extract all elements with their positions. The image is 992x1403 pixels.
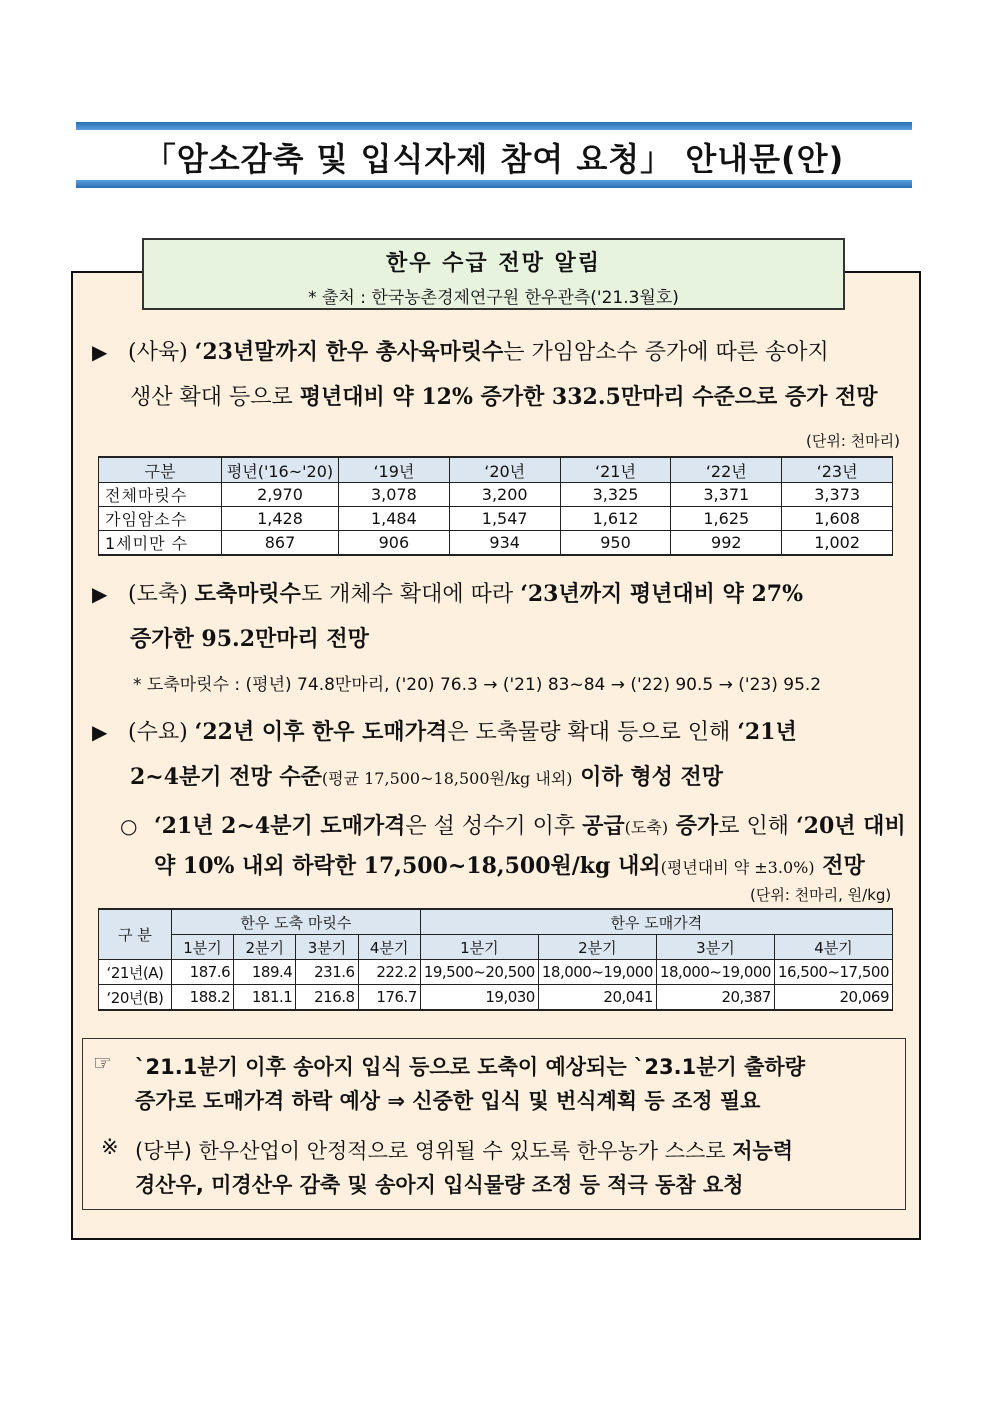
table-cell: 1,002 [782, 531, 893, 556]
paragraph-demand [92, 710, 917, 801]
price-table [98, 908, 893, 1011]
table-header: 2분기 [234, 935, 296, 960]
page-title: 「암소감축 및 입식자제 참여 요청」 안내문(안) [143, 140, 845, 178]
table-cell: 20,041 [538, 985, 656, 1011]
para-text: (평년대비 약 ±3.0%) [660, 858, 815, 877]
table-row [99, 531, 893, 556]
table-cell: 934 [449, 531, 560, 556]
para-emph: ‘20년 대비 [796, 813, 906, 839]
title-top-bar [76, 122, 912, 130]
table-cell: 188.2 [171, 985, 233, 1011]
table-cell: 867 [222, 531, 339, 556]
table-cell: 19,500~20,500 [420, 960, 538, 985]
para-text: 는 가임암소수 증가에 따른 송아지 [503, 340, 829, 365]
callout-line: `21.1분기 이후 송아지 입식 등으로 도축이 예상되는 `23.1분기 출하량 [135, 1055, 805, 1079]
section-header [142, 238, 845, 310]
callout-emph: 저능력 [732, 1139, 794, 1163]
table-header: 2분기 [538, 935, 656, 960]
para-line [92, 375, 917, 420]
table-cell: 1,608 [782, 507, 893, 531]
table-row [99, 507, 893, 531]
para-emph: 공급 [582, 813, 625, 839]
table-cell: ‘21년(A) [99, 960, 172, 985]
para-emph: 증가 [668, 813, 719, 839]
para-text: 생산 확대 등으로 [130, 385, 300, 410]
table-cell: 20,387 [656, 985, 774, 1011]
table-cell: 2,970 [222, 483, 339, 507]
para-text: 도 개체수 확대에 따라 [300, 582, 521, 607]
para-emph: ‘22년 이후 한우 도매가격 [194, 719, 448, 745]
para-emph: ‘21년 2~4분기 도매가격 [154, 813, 406, 839]
table-header: 4분기 [774, 935, 892, 960]
table-cell: 992 [671, 531, 782, 556]
table-header-row [99, 935, 893, 960]
para-emph: 평년대비 약 12% 증가한 332.5만마리 수준으로 증가 전망 [299, 384, 878, 410]
table-cell: 18,000~19,000 [656, 960, 774, 985]
table-cell: 19,030 [420, 985, 538, 1011]
table-cell: 3,325 [560, 483, 671, 507]
section-header-title: 한우 수급 전망 알림 [386, 251, 601, 276]
bullet-arrow-icon: ▶ [92, 340, 108, 364]
para-line [120, 847, 920, 887]
table-header: 구 분 [99, 909, 172, 960]
table-cell: 216.8 [296, 985, 358, 1011]
table-cell: 906 [339, 531, 450, 556]
reference-mark-icon: ※ [101, 1135, 119, 1159]
unit-label-2: (단위: 천마리, 원/kg) [750, 886, 892, 904]
para-text: 은 도축물량 확대 등으로 인해 [447, 720, 738, 745]
table-cell: 1,428 [222, 507, 339, 531]
table-header: ‘22년 [671, 457, 782, 483]
table-row [99, 483, 893, 507]
unit-label-1: (단위: 천마리) [806, 432, 900, 450]
table-header: 구분 [99, 457, 222, 483]
paragraph-slaughter [92, 572, 917, 662]
table-cell: 187.6 [171, 960, 233, 985]
table-header-row [99, 457, 893, 483]
bullet-arrow-icon: ▶ [92, 720, 108, 744]
table-cell: 가임암소수 [99, 507, 222, 531]
title-banner [76, 122, 912, 190]
table-cell: 1세미만 수 [99, 531, 222, 556]
para-text: 은 설 성수기 이후 [405, 814, 583, 839]
table-cell: 3,078 [339, 483, 450, 507]
para-emph: 증가한 95.2만마리 전망 [130, 626, 369, 652]
callout-text: (당부) 한우산업이 안정적으로 영위될 수 있도록 한우농가 스스로 [135, 1139, 733, 1163]
para-emph: 2~4분기 전망 수준 [130, 764, 322, 790]
pointing-hand-icon: ☞ [93, 1051, 112, 1075]
table-header: 3분기 [656, 935, 774, 960]
callout-line: 증가로 도매가격 하락 예상 ⇒ 신중한 입식 및 번식계획 등 조정 필요 [135, 1089, 761, 1113]
paragraph-breeding [92, 330, 917, 420]
bullet-circle-icon: ○ [120, 814, 138, 838]
table-cell: ‘20년(B) [99, 985, 172, 1011]
table-header: ‘23년 [782, 457, 893, 483]
table-header: ‘20년 [449, 457, 560, 483]
para-text: 로 인해 [718, 814, 796, 839]
callout-line [135, 1135, 793, 1165]
table-header: 평년('16~'20) [222, 457, 339, 483]
table-header: 1분기 [420, 935, 538, 960]
para-emph: 약 10% 내외 하락한 17,500~18,500원/kg 내외 [154, 853, 661, 879]
table-header-row [99, 909, 893, 935]
title-bottom-bar [76, 180, 912, 188]
table-header: 4분기 [358, 935, 420, 960]
table-header: 한우 도축 마릿수 [171, 909, 420, 935]
table-cell: 176.7 [358, 985, 420, 1011]
para-text: (사육) [128, 340, 195, 365]
table-cell: 전체마릿수 [99, 483, 222, 507]
table-cell: 189.4 [234, 960, 296, 985]
table-cell: 181.1 [234, 985, 296, 1011]
callout-line: 경산우, 미경산우 감축 및 송아지 입식물량 조정 등 적극 동참 요청 [135, 1173, 744, 1197]
para-text: (평균 17,500~18,500원/kg 내외) [321, 769, 573, 788]
table-header: 1분기 [171, 935, 233, 960]
table-cell: 3,373 [782, 483, 893, 507]
table-cell: 231.6 [296, 960, 358, 985]
table-header: ‘21년 [560, 457, 671, 483]
breeding-table [98, 456, 893, 556]
table-header: 한우 도매가격 [420, 909, 892, 935]
table-cell: 1,612 [560, 507, 671, 531]
section-header-source: * 출처 : 한국농촌경제연구원 한우관측('21.3월호) [308, 288, 679, 308]
table-cell: 950 [560, 531, 671, 556]
paragraph-wholesale [120, 807, 920, 887]
para-emph: 이하 형성 전망 [572, 764, 724, 790]
para-text: (도축) [128, 582, 195, 607]
request-callout [82, 1038, 906, 1210]
table-header: ‘19년 [339, 457, 450, 483]
para-emph: 전망 [814, 853, 865, 879]
table-row [99, 960, 893, 985]
para-line [92, 755, 917, 801]
para-text: (수요) [128, 720, 195, 745]
para-line [92, 617, 917, 662]
table-cell: 1,547 [449, 507, 560, 531]
table-header: 3분기 [296, 935, 358, 960]
table-cell: 222.2 [358, 960, 420, 985]
slaughter-note: * 도축마릿수 : (평년) 74.8만마리, ('20) 76.3 → ('21) 83~84 → ('22) 90.5 → ('23) 95.2 [133, 675, 822, 695]
table-cell: 16,500~17,500 [774, 960, 892, 985]
table-cell: 1,625 [671, 507, 782, 531]
table-cell: 3,200 [449, 483, 560, 507]
para-emph: ‘23년말까지 한우 총사육마릿수 [194, 339, 504, 365]
bullet-arrow-icon: ▶ [92, 582, 108, 606]
table-cell: 18,000~19,000 [538, 960, 656, 985]
table-cell: 3,371 [671, 483, 782, 507]
table-cell: 20,069 [774, 985, 892, 1011]
table-cell: 1,484 [339, 507, 450, 531]
para-emph: 도축마릿수 [194, 581, 301, 607]
para-emph: ‘23년까지 평년대비 약 27% [520, 581, 803, 607]
table-row [99, 985, 893, 1011]
para-text: (도축) [624, 818, 669, 837]
para-emph: ‘21년 [737, 719, 797, 745]
